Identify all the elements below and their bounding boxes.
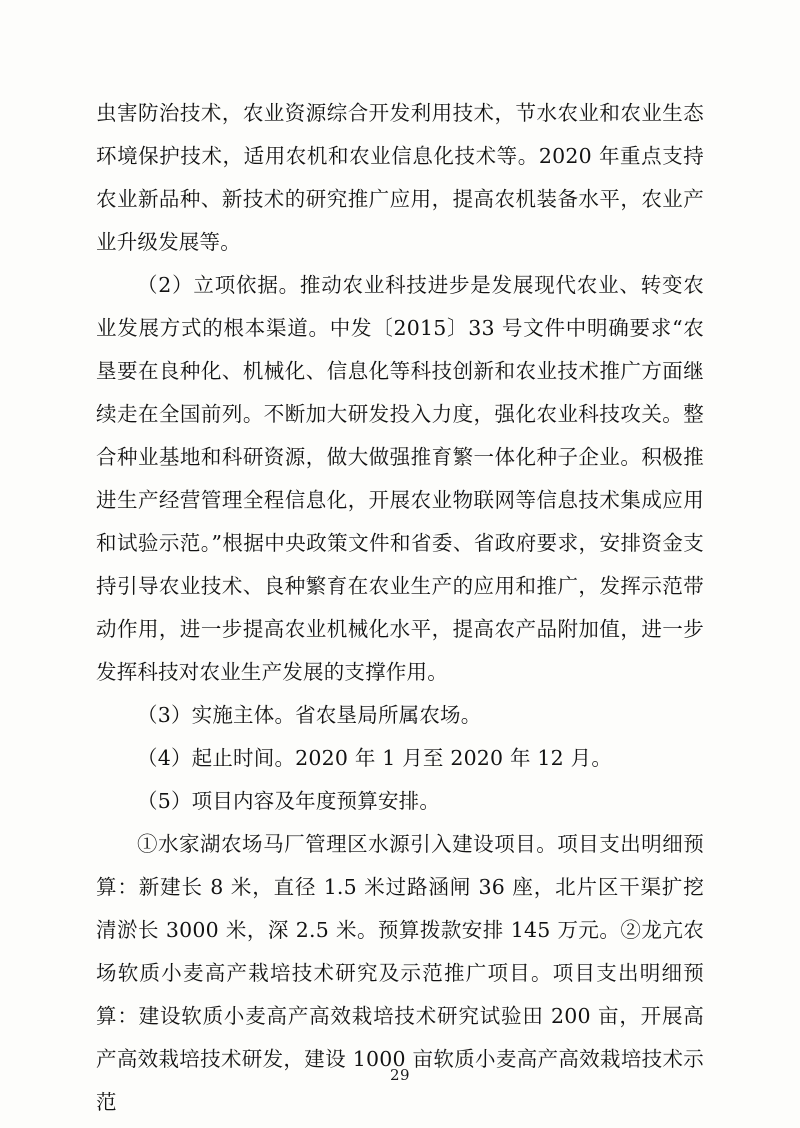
page-number: 29 <box>389 1066 411 1084</box>
paragraph-time-range: （4）起止时间。2020 年 1 月至 2020 年 12 月。 <box>137 746 613 770</box>
paragraph-budget-details: ①水家湖农场马厂管理区水源引入建设项目。项目支出明细预算：新建长 8 米，直径 1.5 米过路涵闸 36 座，北片区干渠扩挖清淤长 3000 米，深 2.5 米。预算拨款安排 145 万元。②龙亢农场软质小麦高产栽培技术研究及示范推广项目。项目支出明细预算：建设软质小麦高产高效栽培技术研究试验田 200 亩，开展高产高效栽培技术研发，建设 1000 亩软质小麦高产高效栽培技术示范 <box>96 832 704 1114</box>
paragraph-continuation: 虫害防治技术，农业资源综合开发利用技术，节水农业和农业生态环境保护技术，适用农机和农业信息化技术等。2020 年重点支持农业新品种、新技术的研究推广应用，提高农机装备水平，农业产业升级发展等。 <box>96 101 704 254</box>
paragraph-content-budget-heading: （5）项目内容及年度预算安排。 <box>137 789 441 813</box>
paragraph-implementing-entity: （3）实施主体。省农垦局所属农场。 <box>137 703 482 727</box>
paragraph-project-basis: （2）立项依据。推动农业科技进步是发展现代农业、转变农业发展方式的根本渠道。中发〔2015〕33 号文件中明确要求“农垦要在良种化、机械化、信息化等科技创新和农业技术推广方面继续走在全国前列。不断加大研发投入力度，强化农业科技攻关。整合种业基地和科研资源，做大做强推育繁一体化种子企业。积极推进生产经营管理全程信息化，开展农业物联网等信息技术集成应用和试验示范。”根据中央政策文件和省委、省政府要求，安排资金支持引导农业技术、良种繁育在农业生产的应用和推广，发挥示范带动作用，进一步提高农业机械化水平，提高农产品附加值，进一步发挥科技对农业生产发展的支撑作用。 <box>96 273 704 684</box>
document-body <box>96 92 704 1124</box>
